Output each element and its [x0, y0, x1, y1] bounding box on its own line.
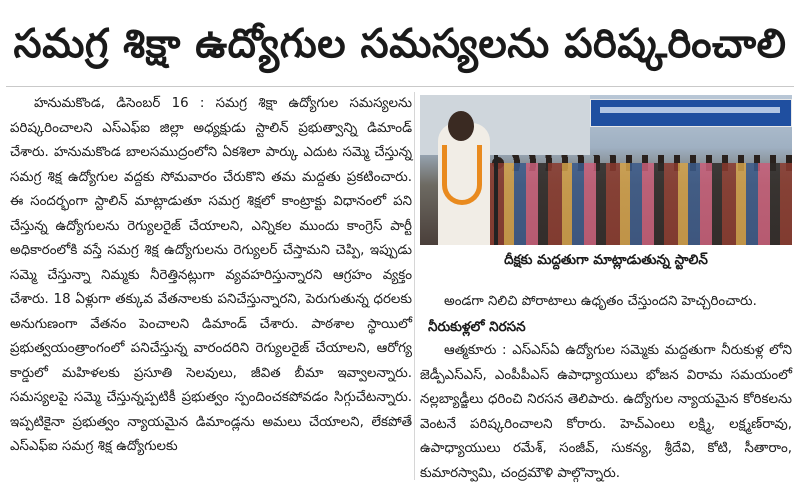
body-paragraph-right: ఆత్మకూరు : ఎస్ఎస్ఏ ఉద్యోగుల సమ్మెకు మద్దతుగా నీరుకుళ్ల లోని జెడ్పీఎస్ఎస్, ఎంపీపీఎస్ ఉపాధ్యాయులు భోజన విరామ సమయంలో నల్లబ్యాడ్జీలు ధరించి నిరసన తెలిపారు. ఉద్యోగుల న్యాయమైన కోరికలను వెంటనే పరిష్కరించాలని కోరారు. హెచ్ఎంలు లక్ష్మి, లక్ష్మణ్‌రావు, ఉపాధ్యాయులు రమేశ్, సంజీవ్, సుకన్య, శ్రీదేవి, కోటి, సీతారాం, కుమారస్వామి, చంద్రమౌళి పాల్గొన్నారు. [420, 343, 792, 481]
column-divider [414, 92, 415, 480]
photo-banner-text [600, 107, 780, 113]
photo-banner [590, 99, 792, 127]
right-column [420, 290, 792, 480]
photo-crowd [490, 163, 792, 245]
subheading: నీరుకుళ్లలో నిరసన [428, 318, 526, 335]
photo-microphone-stand [494, 155, 498, 245]
body-paragraph-left: హనుమకొండ, డిసెంబర్ 16 : సమగ్ర శిక్షా ఉద్యోగుల సమస్యలను పరిష్కరించాలని ఎస్ఎఫ్ఐ జిల్లా అధ్యక్షుడు స్టాలిన్ ప్రభుత్వాన్ని డిమాండ్ చేశారు. హనుమకొండ బాలసముద్రంలోని ఏకశిలా పార్కు ఎదుట సమ్మె చేస్తున్న సమగ్ర శిక్ష ఉద్యోగుల వద్దకు సోమవారం చేరుకొని తమ మద్దతు ప్రకటించారు. ఈ సందర్భంగా స్టాలిన్ మాట్లాడుతూ సమగ్ర శిక్షలో కాంట్రాక్టు విధానంలో పని చేస్తున్న ఉద్యోగులను రెగ్యులరైజ్ చేయాలని, ఎన్నికల ముందు కాంగ్రెస్ పార్టీ అధికారంలోకి వస్తే సమగ్ర శిక్ష ఉద్యోగులను రెగ్యులర్ చేస్తామని చెప్పి, ఇప్పుడు సమ్మె చేస్తున్నా నిమ్మకు నీరెత్తినట్లుగా వ్యవహరిస్తున్నారని ఆగ్రహం వ్యక్తం చేశారు. 18 ఏళ్లుగా తక్కువ వేతనాలకు పనిచేస్తున్నారని, పెరుగుతున్న ధరలకు అనుగుణంగా వేతనం పెంచాలని డిమాండ్ చేశారు. పాఠశాల స్థాయిలో ప్రభుత్వయంత్రాంగంలో పనిచేస్తున్న వారందరిని రెగ్యులరైజ్ చేయాలని, ఆరోగ్య కార్డులో మహిళలకు ప్రసూతి సెలవులు, జీవిత బీమా ఇవ్వాలన్నారు. సమస్యలపై సమ్మె చేస్తున్నప్పటికీ ప్రభుత్వం స్పందించకపోవడం సిగ్గుచేటన్నారు. ఇప్పటికైనా ప్రభుత్వం న్యాయమైన డిమాండ్లను అమలు చేయాలని, లేకపోతే ఎస్ఎఫ్ఐ సమగ్ర శిక్ష ఉద్యోగులకు [10, 96, 412, 454]
photo-garland [442, 145, 482, 205]
photo-speaker-head [448, 111, 474, 141]
photo-caption: దీక్షకు మద్దతుగా మాట్లాడుతున్న స్టాలిన్ [504, 252, 708, 268]
headline: సమగ్ర శిక్షా ఉద్యోగుల సమస్యలను పరిష్కరించాలి [13, 21, 787, 67]
left-column [10, 92, 412, 482]
headline-rule [6, 86, 794, 87]
continuation-paragraph: అండగా నిలిచి పోరాటాలు ఉధృతం చేస్తుందని హెచ్చరించారు. [444, 294, 757, 309]
news-photo [420, 95, 792, 245]
